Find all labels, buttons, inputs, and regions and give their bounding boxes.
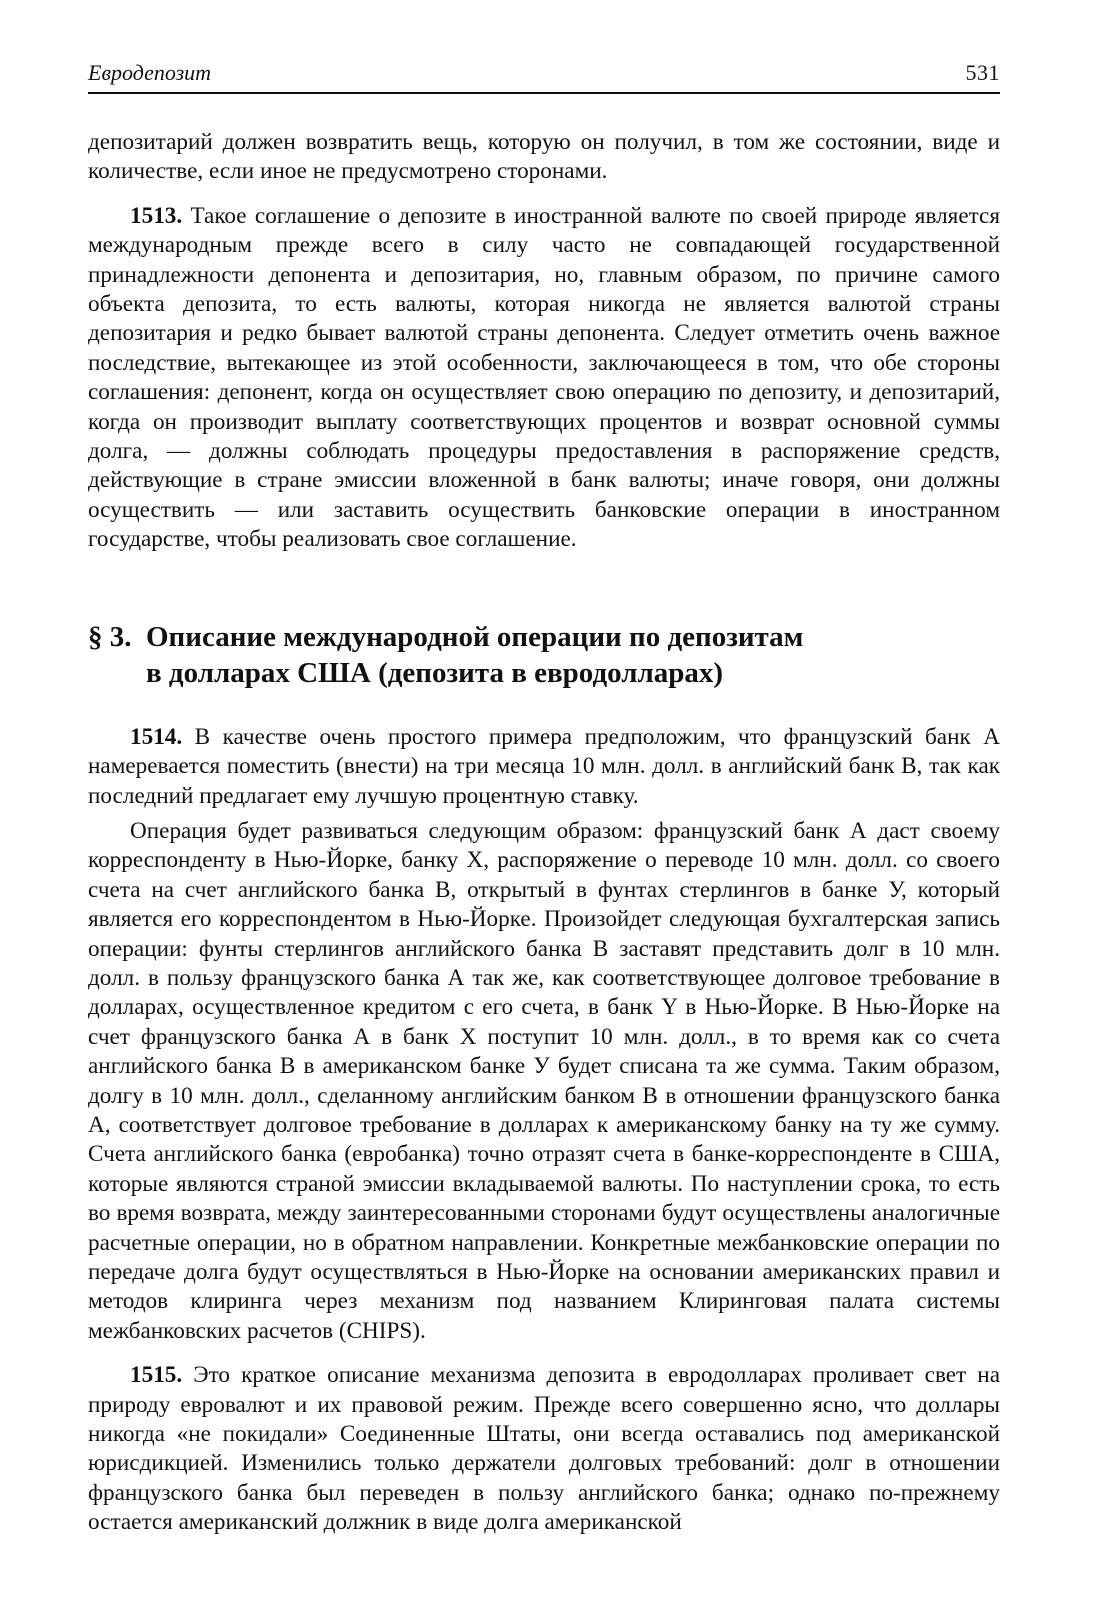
paragraph-number: 1515. [130, 1362, 183, 1389]
page-number: 531 [965, 60, 1000, 85]
paragraph-1513 [88, 202, 1000, 555]
paragraph-text: Такое соглашение о депозите в иностранной валюте по своей природе является международным прежде всего в силу часто не совпадающей государственной принадлежности депонента и депозитария, но, главным образом, по причине самого объекта депозита, то есть валюты, которая никогда не является валютой страны депозитария и редко бывает валютой страны депонента. Следует отметить очень важное последствие, вытекающее из этой особенности, заключающееся в том, что обе стороны соглашения: депонент, когда он осуществляет свою операцию по депозиту, и депозитарий, когда он производит выплату соответствующих процентов и возврат основной суммы долга, — должны соблюдать процедуры предоставления в распоряжение средств, действующие в стране эмиссии вложенной в банк валюты; иначе говоря, они должны осуществить — или заставить осуществить банковские операции в иностранном государстве, чтобы реализовать свое соглашение. [88, 202, 1000, 553]
book-page [88, 60, 1000, 1538]
section-title [146, 619, 1000, 691]
paragraph-text: Это краткое описание механизма депозита в евродолларах проливает свет на природу евровалют и их правовой режим. Прежде всего совершенно ясно, что доллары никогда «не покидали» Соединенные Штаты, они всегда оставались под американской юрисдикцией. Изменились только держатели долговых требований: долг в отношении французского банка был переведен в пользу английского банка; однако по-прежнему остается американский должник в виде долга американской [88, 1362, 1000, 1536]
section-title-line: в долларах США (депозита в евродолларах) [146, 656, 724, 689]
paragraph-number: 1513. [130, 202, 183, 229]
continuation-paragraph: депозитарий должен возвратить вещь, которую он получил, в том же состоянии, виде и количестве, если иное не предусмотрено сторонами. [88, 129, 1000, 185]
section-sign: § 3. [88, 620, 132, 653]
paragraph-1515 [88, 1361, 1000, 1537]
paragraph-1514 [88, 723, 1000, 811]
section-title-line: Описание международной операции по депозитам [146, 620, 804, 653]
paragraph-text: В качестве очень простого примера предположим, что французский банк А намеревается поместить (внести) на три месяца 10 млн. долл. в английский банк В, так как последний предлагает ему лучшую процентную ставку. [88, 723, 1000, 809]
running-title: Евродепозит [88, 60, 212, 85]
section-heading [88, 619, 1000, 691]
paragraph-number: 1514. [130, 723, 183, 750]
paragraph-1514-continued: Операция будет развиваться следующим образом: французский банк А даст своему корреспонденту в Нью-Йорке, банку Х, распоряжение о переводе 10 млн. долл. со своего счета на счет английского банка В, открытый в фунтах стерлингов в банке У, который является его корреспондентом в Нью-Йорке. Произойдет следующая бухгалтерская запись операции: фунты стерлингов английского банка В заставят представить долг в 10 млн. долл. в пользу французского банка А так же, как соответствующее долговое требование в долларах, осуществленное кредитом с его счета, в банк Y в Нью-Йорке. В Нью-Йорке на счет французского банка А в банк Х поступит 10 млн. долл., в то время как со счета английского банка В в американском банке У будет списана та же сумма. Таким образом, долгу в 10 млн. долл., сделанному английским банком В в отношении французского банка А, соответствует долговое требование в долларах к американскому банку на ту же сумму. Счета английского банка (евробанка) точно отразят счета в банке-корреспонденте в США, которые являются страной эмиссии вкладываемой валюты. По наступлении срока, то есть во время возврата, между заинтересованными сторонами будут осуществлены аналогичные расчетные операции, но в обратном направлении. Конкретные межбанковские операции по передаче долга будут осуществляться в Нью-Йорке на основании американских правил и методов клиринга через механизм под названием Клиринговая палата системы межбанковских расчетов (CHIPS). [88, 817, 1000, 1344]
running-header [88, 60, 1000, 94]
page-body [88, 128, 1000, 1538]
